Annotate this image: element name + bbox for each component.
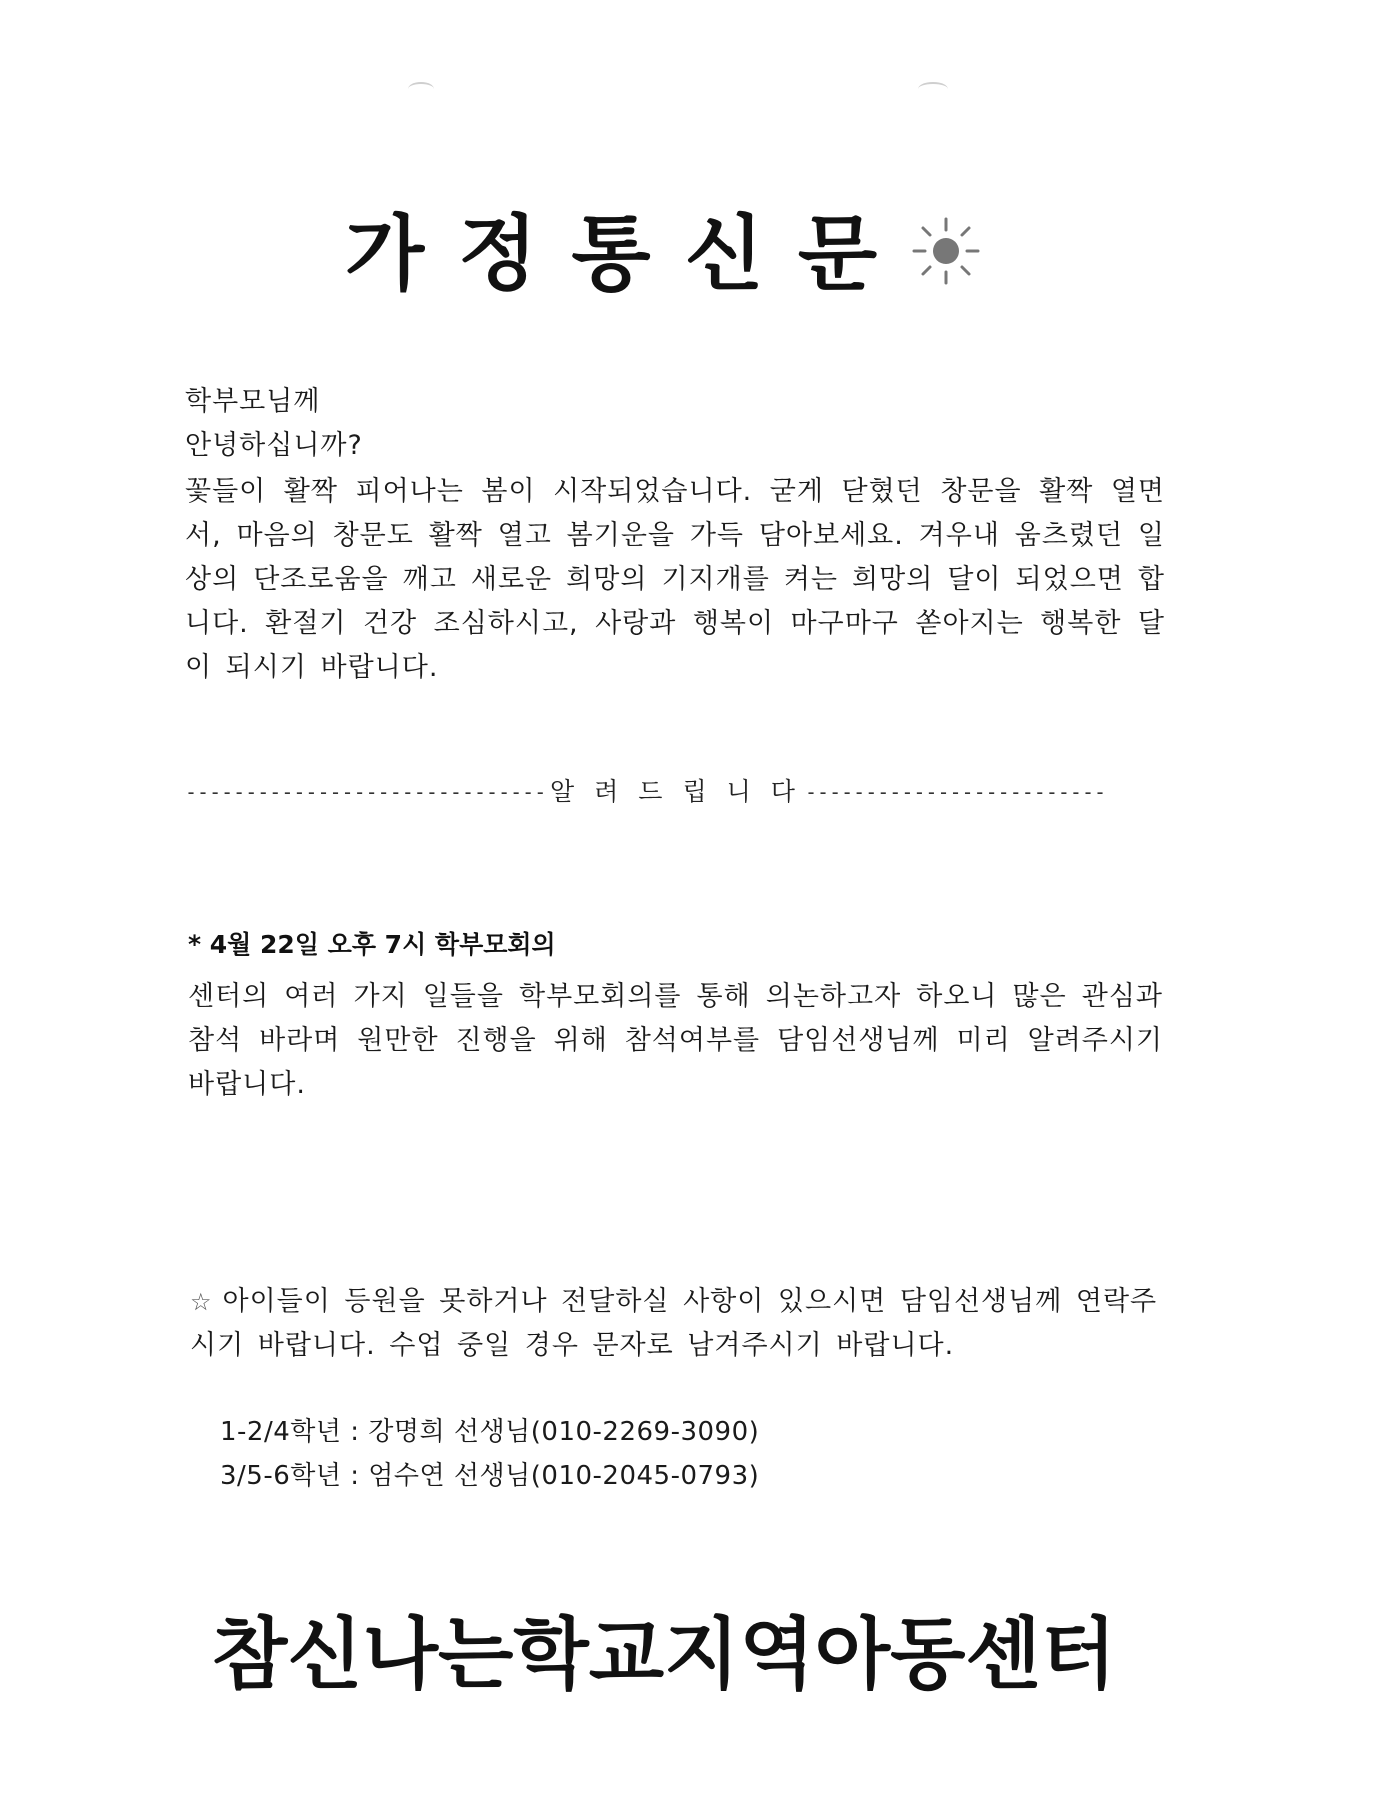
meeting-heading: * 4월 22일 오후 7시 학부모회의 [188,930,556,959]
contact-text: 아이들이 등원을 못하거나 전달하실 사항이 있으시면 담임선생님께 연락주시기 바랍니다. 수업 중일 경우 문자로 남겨주시기 바랍니다. [190,1286,1158,1361]
divider-dashes-left: ------------------------------ [185,780,547,804]
sun-icon [910,215,982,287]
title-row [0,205,1400,315]
intro-text: 꽃들이 활짝 피어나는 봄이 시작되었습니다. 굳게 닫혔던 창문을 활짝 열면서, 마음의 창문도 활짝 열고 봄기운을 가득 담아보세요. 겨우내 움츠렸던 일상의 단조로움을 깨고 새로운 희망의 기지개를 켜는 희망의 달이 되었으면 합니다. 환절기 건강 조심하시고, 사랑과 행복이 마구마구 쏟아지는 행복한 달이 되시기 바랍니다. [185,476,1165,683]
teacher-name-phone: 엄수연 선생님(010-2045-0793) [368,1461,760,1491]
teacher-name-phone: 강명희 선생님(010-2269-3090) [368,1417,760,1447]
document-title: 가정통신문 [345,207,912,302]
organization-name: 참신나는학교지역아동센터 [212,1610,1117,1700]
teacher-contact [220,1412,759,1452]
intro-paragraph [185,470,1165,690]
hello-line: 안녕하십니까? [185,430,363,461]
greeting-block [185,380,1165,468]
star-outline-icon: ☆ [190,1288,213,1316]
divider-dashes-right: ------------------------- [805,780,1107,804]
scan-artifact [408,82,434,96]
notice-label: 알려드립니다 [550,777,815,806]
contact-paragraph [190,1280,1165,1368]
meeting-text: 센터의 여러 가지 일들을 학부모회의를 통해 의논하고자 하오니 많은 관심과 참석 바라며 원만한 진행을 위해 참석여부를 담임선생님께 미리 알려주시기 바랍니다. [188,981,1163,1100]
teacher-grade: 1-2/4학년 [220,1417,342,1447]
notice-divider [185,770,1185,814]
scan-artifact [918,82,948,96]
salutation: 학부모님께 [185,386,321,417]
teacher-grade: 3/5-6학년 [220,1461,342,1491]
teacher-contact [220,1456,759,1496]
teacher-separator: : [350,1417,360,1447]
teacher-separator: : [350,1461,360,1491]
